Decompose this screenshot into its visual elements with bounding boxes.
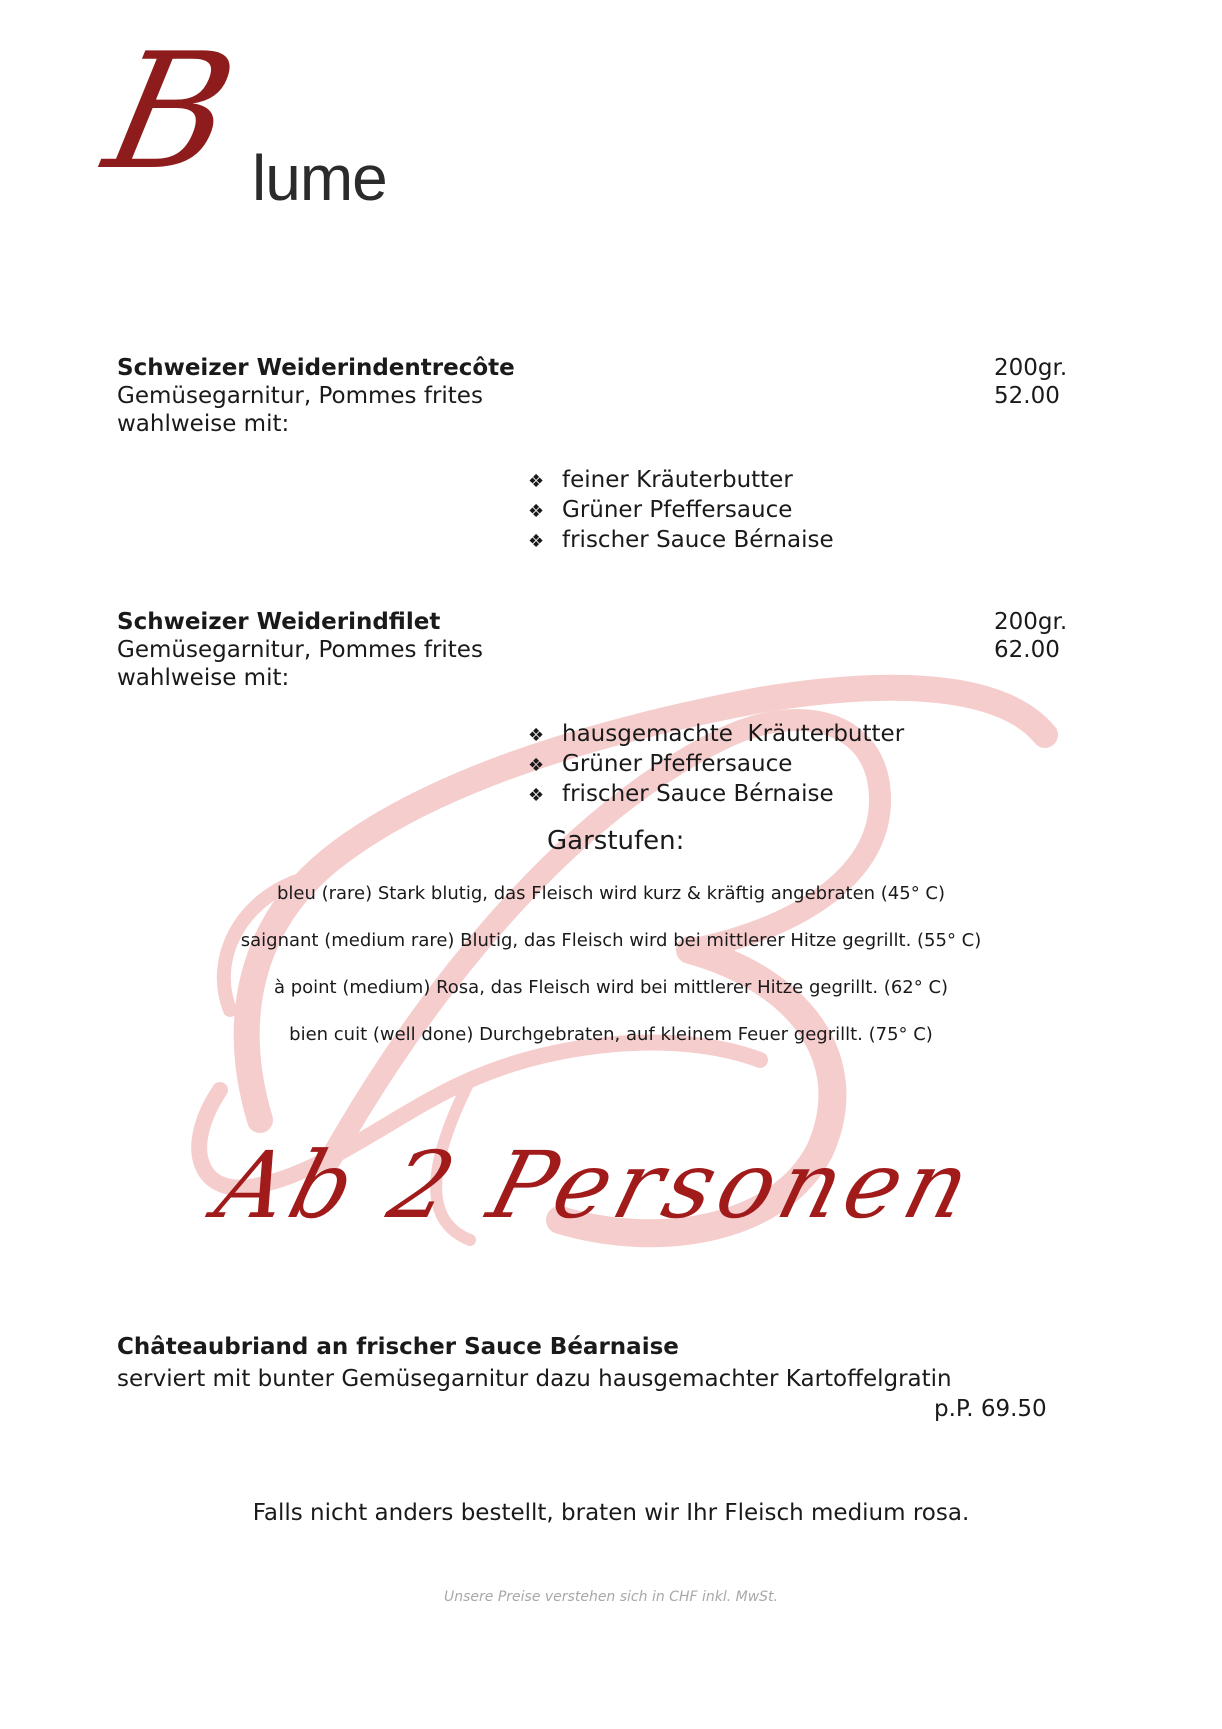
garstufen-list [0, 884, 1222, 1072]
list-item: ❖ frischer Sauce Bérnaise [528, 526, 834, 556]
dish-weight-price [994, 354, 1067, 410]
diamond-bullet-icon: ❖ [528, 531, 545, 552]
dish-name: Châteaubriand an frischer Sauce Béarnaise [117, 1334, 679, 1360]
logo-text: lume [252, 142, 387, 214]
dish-garnish: Gemüsegarnitur, Pommes frites [117, 383, 483, 409]
dish-choice-label: wahlweise mit: [117, 665, 290, 691]
script-heading: Ab 2 Personen [205, 1132, 987, 1239]
sauce-options-entrecote [528, 466, 834, 556]
list-item: ❖ Grüner Pfeffersauce [528, 750, 904, 780]
restaurant-logo [92, 18, 432, 220]
diamond-bullet-icon: ❖ [528, 785, 545, 806]
dish-price: p.P. 69.50 [934, 1396, 1047, 1422]
dish-garnish: Gemüsegarnitur, Pommes frites [117, 637, 483, 663]
list-item: à point (medium) Rosa, das Fleisch wird bei mittlerer Hitze gegrillt. (62° C) [273, 977, 949, 998]
dish-choice-label: wahlweise mit: [117, 411, 290, 437]
dish-chateaubriand [117, 1331, 952, 1395]
dish-name: Schweizer Weiderindfilet [117, 609, 441, 635]
dish-weight: 200gr. [994, 609, 1068, 635]
list-item: ❖ Grüner Pfeffersauce [528, 496, 834, 526]
dish-filet [117, 608, 1067, 692]
diamond-bullet-icon: ❖ [528, 755, 545, 776]
price-footer: Unsere Preise verstehen sich in CHF inkl. MwSt. [443, 1589, 778, 1605]
list-item: bien cuit (well done) Durchgebraten, auf kleinem Feuer gegrillt. (75° C) [289, 1024, 933, 1045]
diamond-bullet-icon: ❖ [528, 471, 545, 492]
list-item: ❖ frischer Sauce Bérnaise [528, 780, 904, 810]
dish-name: Schweizer Weiderindentrecôte [117, 355, 515, 381]
dish-weight-price [994, 608, 1067, 664]
dish-entrecote [117, 354, 1067, 438]
list-item: ❖ feiner Kräuterbutter [528, 466, 834, 496]
dish-price: 62.00 [994, 637, 1060, 663]
dish-description: serviert mit bunter Gemüsegarnitur dazu hausgemachter Kartoffelgratin [117, 1366, 952, 1392]
diamond-bullet-icon: ❖ [528, 725, 545, 746]
diamond-bullet-icon: ❖ [528, 501, 545, 522]
list-item: ❖ hausgemachte Kräuterbutter [528, 720, 904, 750]
list-item: bleu (rare) Stark blutig, das Fleisch wird kurz & kräftig angebraten (45° C) [276, 883, 946, 904]
dish-weight: 200gr. [994, 355, 1068, 381]
dish-price: 52.00 [994, 383, 1060, 409]
garstufen-title: Garstufen: [547, 826, 685, 856]
cooking-note: Falls nicht anders bestellt, braten wir Ihr Fleisch medium rosa. [252, 1500, 970, 1526]
list-item: saignant (medium rare) Blutig, das Fleisch wird bei mittlerer Hitze gegrillt. (55° C) [240, 930, 982, 951]
logo-initial: B [92, 18, 250, 205]
sauce-options-filet [528, 720, 904, 810]
